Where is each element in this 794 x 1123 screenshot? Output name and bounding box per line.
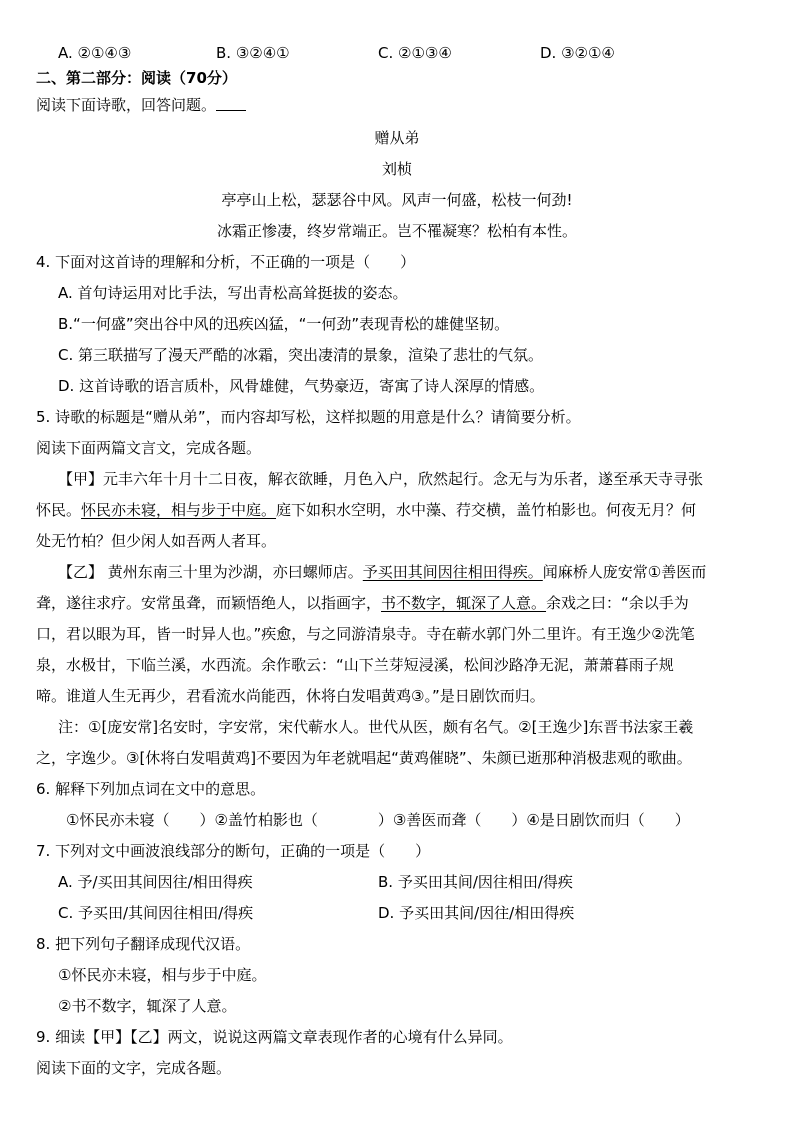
- q4-option-b: B.“一何盛”突出谷中风的迅疾凶猛，“一何劲”表现青松的雄健坚韧。: [58, 315, 510, 333]
- answer-blank: [216, 96, 246, 111]
- poem-title: 赠从弟: [374, 129, 420, 147]
- notes-line-1: 注：①[庞安常]名安时，字安常，宋代蕲水人。世代从医，颇有名气。②[王逸少]东晋书法家王羲: [58, 718, 694, 736]
- jia-underlined-sentence: 怀民亦未寝，相与步于中庭。: [81, 501, 277, 519]
- q7-option-a: A. 予/买田其间因往/相田得疾: [58, 873, 253, 891]
- q8-sentence-2: ②书不数字，辄深了人意。: [58, 997, 237, 1015]
- q8-stem: 8. 把下列句子翻译成现代汉语。: [36, 935, 251, 953]
- section-heading: 二、第二部分：阅读（70分）: [36, 69, 237, 87]
- q4-stem: 4. 下面对这首诗的理解和分析，不正确的一项是（ ）: [36, 253, 416, 271]
- q4-option-a: A. 首句诗运用对比手法，写出青松高耸挺拔的姿态。: [58, 284, 408, 302]
- yi-wavy-sentence: 予买田其间因往相田得疾。: [362, 563, 543, 581]
- final-instruction: 阅读下面的文字，完成各题。: [36, 1059, 232, 1077]
- prev-option-d: D. ③②①④: [540, 44, 615, 62]
- yi-underlined-sentence: 书不数字，辄深了人意。: [381, 594, 547, 612]
- jia-line-2: 怀民。怀民亦未寝，相与步于中庭。庭下如积水空明，水中藻、荇交横，盖竹柏影也。何夜无月？何: [36, 501, 697, 519]
- q4-option-d: D. 这首诗歌的语言质朴，风骨雄健，气势豪迈，寄寓了诗人深厚的情感。: [58, 377, 545, 395]
- yi-line-4: 泉，水极甘，下临兰溪，水西流。余作歌云：“山下兰芽短浸溪，松间沙路净无泥，萧萧暮雨子规: [36, 656, 674, 674]
- poem-author: 刘桢: [381, 160, 412, 178]
- q9-stem: 9. 细读【甲】【乙】两文，说说这两篇文章表现作者的心境有什么异同。: [36, 1028, 513, 1046]
- q6-items: ①怀民亦未寝（ ）②盖竹柏影也（ ）③善医而聋（ ）④是日剧饮而归（ ）: [66, 811, 690, 829]
- q7-stem: 7. 下列对文中画波浪线部分的断句，正确的一项是（ ）: [36, 842, 431, 860]
- q4-option-c: C. 第三联描写了漫天严酷的冰霜，突出凄清的景象，渲染了悲壮的气氛。: [58, 346, 544, 364]
- prev-option-b: B. ③②④①: [216, 44, 290, 62]
- yi-line-5: 啼。谁道人生无再少，君看流水尚能西，休将白发唱黄鸡③。”是日剧饮而归。: [36, 687, 545, 705]
- poem-instruction: 阅读下面诗歌，回答问题。: [36, 94, 764, 116]
- notes-line-2: 之，字逸少。③[休将白发唱黄鸡]不要因为年老就唱起“黄鸡催晓”、朱颜已逝那种消极悲观的歌曲。: [36, 749, 692, 767]
- q7-option-c: C. 予买田/其间因往相田/得疾: [58, 904, 254, 922]
- poem-line-1: 亭亭山上松，瑟瑟谷中风。风声一何盛，松枝一何劲!: [221, 191, 573, 209]
- prose-instruction: 阅读下面两篇文言文，完成各题。: [36, 439, 262, 457]
- yi-line-1: 【乙】 黄州东南三十里为沙湖，亦曰螺师店。予买田其间因往相田得疾。闻麻桥人庞安常①善医而: [58, 563, 707, 581]
- q5-stem: 5. 诗歌的标题是“赠从弟”，而内容却写松，这样拟题的用意是什么？请简要分析。: [36, 408, 581, 426]
- q7-option-b: B. 予买田其间/因往相田/得疾: [378, 873, 573, 891]
- jia-line-3: 处无竹柏？但少闲人如吾两人者耳。: [36, 532, 277, 550]
- prev-option-a: A. ②①④③: [58, 44, 132, 62]
- yi-line-2: 聋，遂往求疗。安常虽聋，而颖悟绝人，以指画字，书不数字，辄深了人意。余戏之曰：“余以手为: [36, 594, 689, 612]
- q6-stem: 6. 解释下列加点词在文中的意思。: [36, 780, 266, 798]
- prev-option-c: C. ②①③④: [378, 44, 452, 62]
- q7-option-d: D. 予买田其间/因往/相田得疾: [378, 904, 575, 922]
- q8-sentence-1: ①怀民亦未寝，相与步于中庭。: [58, 966, 267, 984]
- yi-line-3: 口，君以眼为耳，皆一时异人也。”疾愈，与之同游清泉寺。寺在蕲水郭门外二里许。有王逸少②洗笔: [36, 625, 695, 643]
- poem-line-2: 冰霜正惨凄，终岁常端正。岂不罹凝寒？松柏有本性。: [216, 222, 577, 240]
- jia-line-1: 【甲】元丰六年十月十二日夜，解衣欲睡，月色入户，欣然起行。念无与为乐者，遂至承天寺寻张: [58, 470, 704, 488]
